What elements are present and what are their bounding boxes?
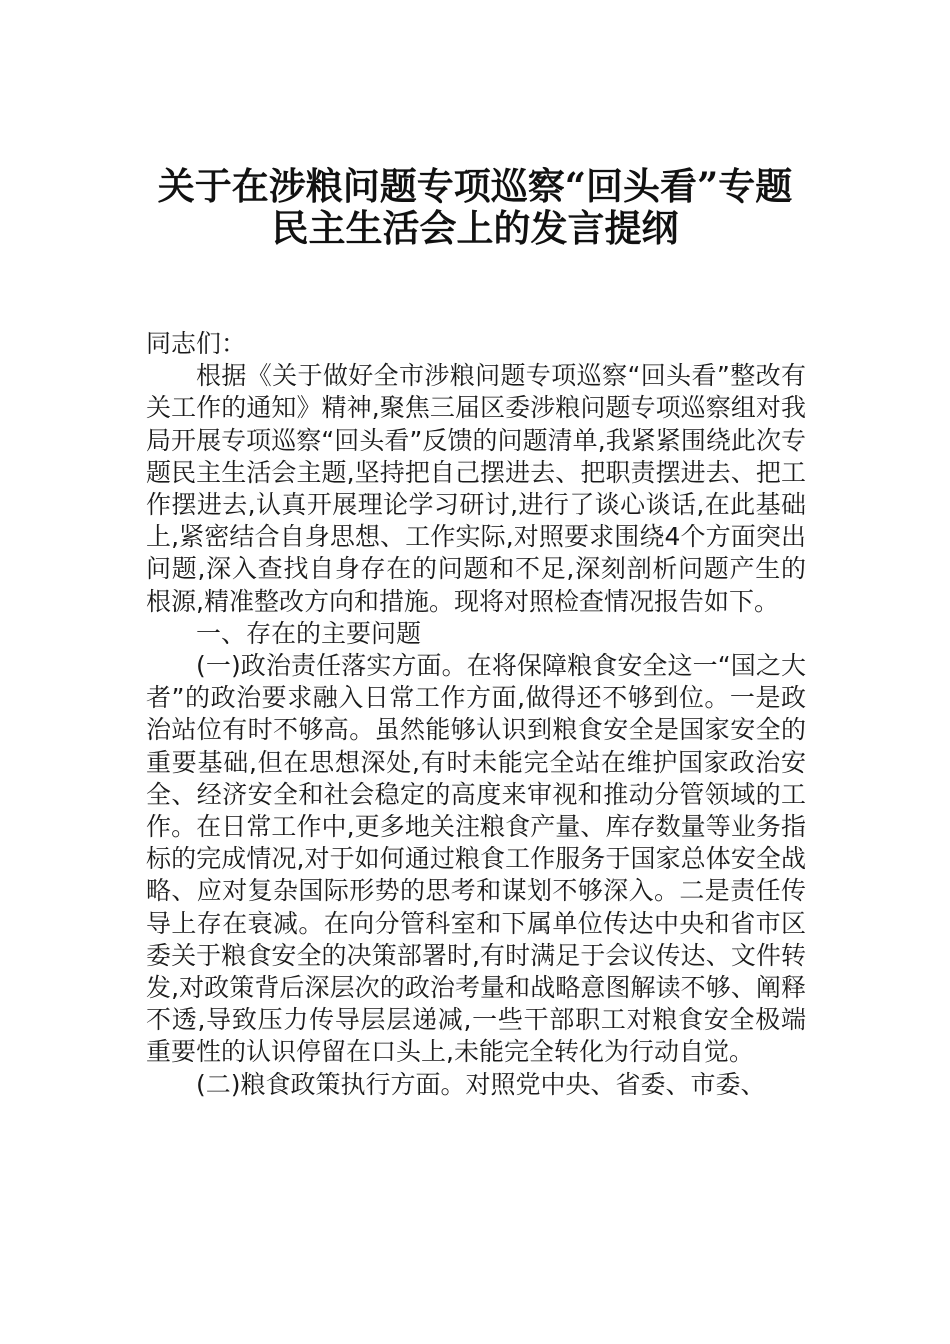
salutation: 同志们： [146,329,247,358]
document-body [146,328,806,1101]
document-title-line-2: 民主生活会上的发言提纲 [271,206,679,250]
paragraph-policy-execution: (二)粮食政策执行方面。对照党中央、省委、市委、 [196,1069,766,1099]
paragraph-political-responsibility: (一)政治责任落实方面。在将保障粮食安全这一“国之大者”的政治要求融入日常工作方面,做得还不够到位。一是政治站位有时不够高。虽然能够认识到粮食安全是国家安全的重要基础,但在思想深处,有时未能完全站在维护国家政治安全、经济安全和社会稳定的高度来审视和推动分管领域的工作。在日常工作中,更多地关注粮食产量、库存数量等业务指标的完成情况,对于如何通过粮食工作服务于国家总体安全战略、应对复杂国际形势的思考和谋划不够深入。二是责任传导上存在衰减。在向分管科室和下属单位传达中央和省市区委关于粮食安全的决策部署时,有时满足于会议传达、文件转发,对政策背后深层次的政治考量和战略意图解读不够、阐释不透,导致压力传导层层递减,一些干部职工对粮食安全极端重要性的认识停留在口头上,未能完全转化为行动自觉。 [146,651,806,1067]
section-heading-1: 一、存在的主要问题 [196,618,422,648]
document-title-line-1: 关于在涉粮问题专项巡察“回头看”专题 [157,164,793,208]
intro-paragraph: 根据《关于做好全市涉粮问题专项巡察“回头看”整改有关工作的通知》精神,聚焦三届区委涉粮问题专项巡察组对我局开展专项巡察“回头看”反馈的问题清单,我紧紧围绕此次专题民主生活会主题,坚持把自己摆进去、把职责摆进去、把工作摆进去,认真开展理论学习研讨,进行了谈心谈话,在此基础上,紧密结合自身思想、工作实际,对照要求围绕4个方面突出问题,深入查找自身存在的问题和不足,深刻剖析问题产生的根源,精准整改方向和措施。现将对照检查情况报告如下。 [146,361,806,616]
